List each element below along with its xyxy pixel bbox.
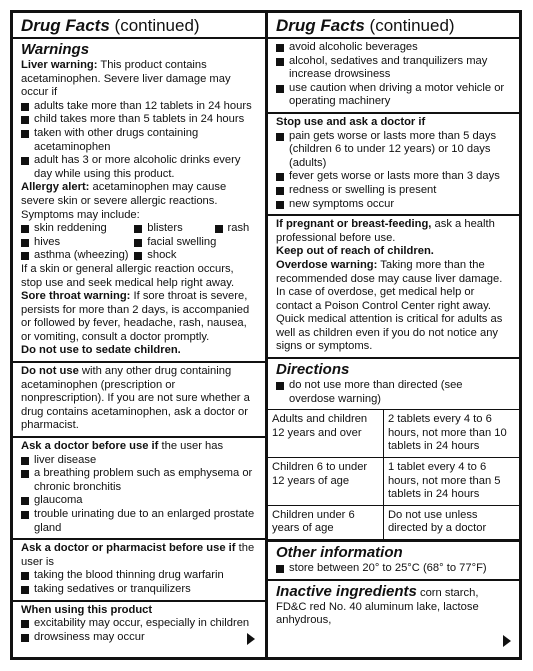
left-column — [13, 13, 268, 657]
warnings-title: Warnings — [21, 41, 90, 58]
bullet-icon — [21, 252, 29, 260]
list-item: glaucoma — [21, 494, 257, 508]
bullet-icon — [134, 225, 142, 233]
list-item: adults take more than 12 tablets in 24 hours — [21, 100, 257, 114]
do-not-use-section: Do not use with any other drug containing acetaminophen (prescription or nonprescription). If you are not sure whether a drug contains acetaminophen, ask a doctor or pharmacist. — [13, 363, 265, 438]
list-item: avoid alcoholic beverages — [276, 41, 511, 55]
list-item: new symptoms occur — [276, 198, 511, 212]
bullet-icon — [21, 511, 29, 519]
sore-throat-warning: Sore throat warning: If sore throat is severe, persists for more than 2 days, is accompanied or followed by fever, headache, rash, nausea, or vomiting, consult a doctor promptly. — [21, 290, 250, 343]
right-column — [268, 13, 519, 657]
list-item: trouble urinating due to an enlarged prostate gland — [21, 508, 257, 535]
bullet-icon — [215, 225, 223, 233]
bullet-icon — [21, 470, 29, 478]
right-header — [268, 13, 519, 39]
bullet-icon — [21, 457, 29, 465]
drug-facts-panel — [10, 10, 522, 660]
allergy-symptoms — [21, 222, 257, 263]
other-information-title: Other information — [276, 544, 403, 561]
keep-out-warning: Keep out of reach of children. — [276, 245, 434, 258]
ask-doctor-section: Ask a doctor before use if the user has liver disease a breathing problem such as emphysema or chronic bronchitis glaucoma trouble urinating due to an enlarged prostate gland — [13, 438, 265, 540]
list-item: store between 20° to 25°C (68° to 77°F) — [276, 562, 511, 576]
bullet-icon — [21, 497, 29, 505]
list-item: skin reddening — [21, 222, 134, 236]
table-row: Adults and children 12 years and over 2 tablets every 4 to 6 hours, not more than 10 tablets in 24 hours — [268, 410, 519, 458]
bullet-icon — [276, 173, 284, 181]
continued-label: (continued) — [114, 16, 200, 35]
list-item: taking sedatives or tranquilizers — [21, 583, 257, 597]
list-item: asthma (wheezing) — [21, 249, 134, 263]
continue-arrow-icon — [247, 633, 255, 645]
bullet-icon — [276, 133, 284, 141]
list-item: rash — [215, 222, 257, 236]
ask-pharmacist-section: Ask a doctor or pharmacist before use if the user is taking the blood thinning drug warfarin taking sedatives or tranquilizers — [13, 540, 265, 601]
overdose-warning: Overdose warning: Taking more than the recommended dose may cause liver damage. In case of overdose, get medical help or contact a Poison Control Center right away. Quick medical attention is critical for adults as well as children even if you do not notice any signs or symptoms. — [276, 258, 503, 353]
bullet-icon — [134, 252, 142, 260]
bullet-icon — [21, 103, 29, 111]
continue-arrow-icon — [503, 635, 511, 647]
bullet-icon — [134, 239, 142, 247]
continued-label: (continued) — [369, 16, 455, 35]
list-item: liver disease — [21, 454, 257, 468]
list-item: alcohol, sedatives and tranquilizers may increase drowsiness — [276, 55, 511, 82]
other-information-section — [268, 542, 519, 581]
directions-section — [268, 359, 519, 542]
bullet-icon — [21, 157, 29, 165]
when-using-continued-section — [268, 39, 519, 114]
list-item: drowsiness may occur — [21, 631, 257, 645]
bullet-icon — [21, 116, 29, 124]
list-item: taking the blood thinning drug warfarin — [21, 569, 257, 583]
inactive-ingredients-title: Inactive ingredients — [276, 582, 417, 600]
allergy-instruction: If a skin or general allergic reaction occurs, stop use and seek medical help right away. — [21, 262, 235, 289]
bullet-icon — [276, 565, 284, 573]
liver-warning: Liver warning: This product contains acetaminophen. Severe liver damage may occur if — [21, 59, 231, 99]
bullet-icon — [276, 85, 284, 93]
list-item: blisters — [134, 222, 214, 236]
bullet-icon — [276, 382, 284, 390]
inactive-ingredients-section: Inactive ingredients corn starch, FD&C red No. 40 aluminum lake, lactose anhydrous, — [276, 582, 479, 627]
pregnancy-overdose-section: If pregnant or breast-feeding, ask a health professional before use. Keep out of reach of children. Overdose warning: Taking more than the recommended dose may cause liver damage. In case of overdose, get medical help or contact a Poison Control Center right away. Quick medical attention is critical for adults as well as children even if you do not notice any signs or symptoms. — [268, 216, 519, 359]
list-item: fever gets worse or lasts more than 3 days — [276, 170, 511, 184]
warnings-section — [13, 39, 265, 363]
list-item: child takes more than 5 tablets in 24 hours — [21, 113, 257, 127]
list-item: shock — [134, 249, 257, 263]
bullet-icon — [21, 239, 29, 247]
list-item: hives — [21, 236, 134, 250]
bullet-icon — [276, 58, 284, 66]
sedate-warning: Do not use to sedate children. — [21, 344, 181, 357]
list-item: a breathing problem such as emphysema or chronic bronchitis — [21, 467, 257, 494]
list-item: redness or swelling is present — [276, 184, 511, 198]
left-header — [13, 13, 265, 39]
directions-title: Directions — [276, 361, 350, 379]
bullet-icon — [21, 586, 29, 594]
directions-table — [268, 409, 519, 540]
bullet-icon — [21, 225, 29, 233]
list-item: taken with other drugs containing acetaminophen — [21, 127, 257, 154]
bullet-icon — [21, 634, 29, 642]
bullet-icon — [21, 572, 29, 580]
list-item: do not use more than directed (see overdose warning) — [276, 379, 511, 406]
when-using-section: When using this product excitability may occur, especially in children drowsiness may occur — [13, 602, 265, 648]
list-item: excitability may occur, especially in children — [21, 617, 257, 631]
list-item: adult has 3 or more alcoholic drinks every day while using this product. — [21, 154, 257, 181]
bullet-icon — [276, 187, 284, 195]
list-item: pain gets worse or lasts more than 5 days (children 6 to under 12 years) or 10 days (adults) — [276, 130, 511, 171]
bullet-icon — [276, 201, 284, 209]
list-item: facial swelling — [134, 236, 257, 250]
bullet-icon — [21, 620, 29, 628]
list-item: use caution when driving a motor vehicle or operating machinery — [276, 82, 511, 109]
drug-facts-title: Drug Facts — [276, 16, 365, 35]
bullet-icon — [21, 130, 29, 138]
table-row: Children under 6 years of age Do not use unless directed by a doctor — [268, 505, 519, 539]
stop-use-section: Stop use and ask a doctor if pain gets worse or lasts more than 5 days (children 6 to under 12 years) or 10 days (adults) fever gets worse or lasts more than 3 days redness or swelling is present new symptoms occur — [268, 114, 519, 216]
bullet-icon — [276, 44, 284, 52]
table-row: Children 6 to under 12 years of age 1 tablet every 4 to 6 hours, not more than 5 tablets in 24 hours — [268, 458, 519, 506]
allergy-alert: Allergy alert: acetaminophen may cause severe skin or severe allergic reactions. Symptoms may include: — [21, 181, 227, 221]
drug-facts-title: Drug Facts — [21, 16, 110, 35]
